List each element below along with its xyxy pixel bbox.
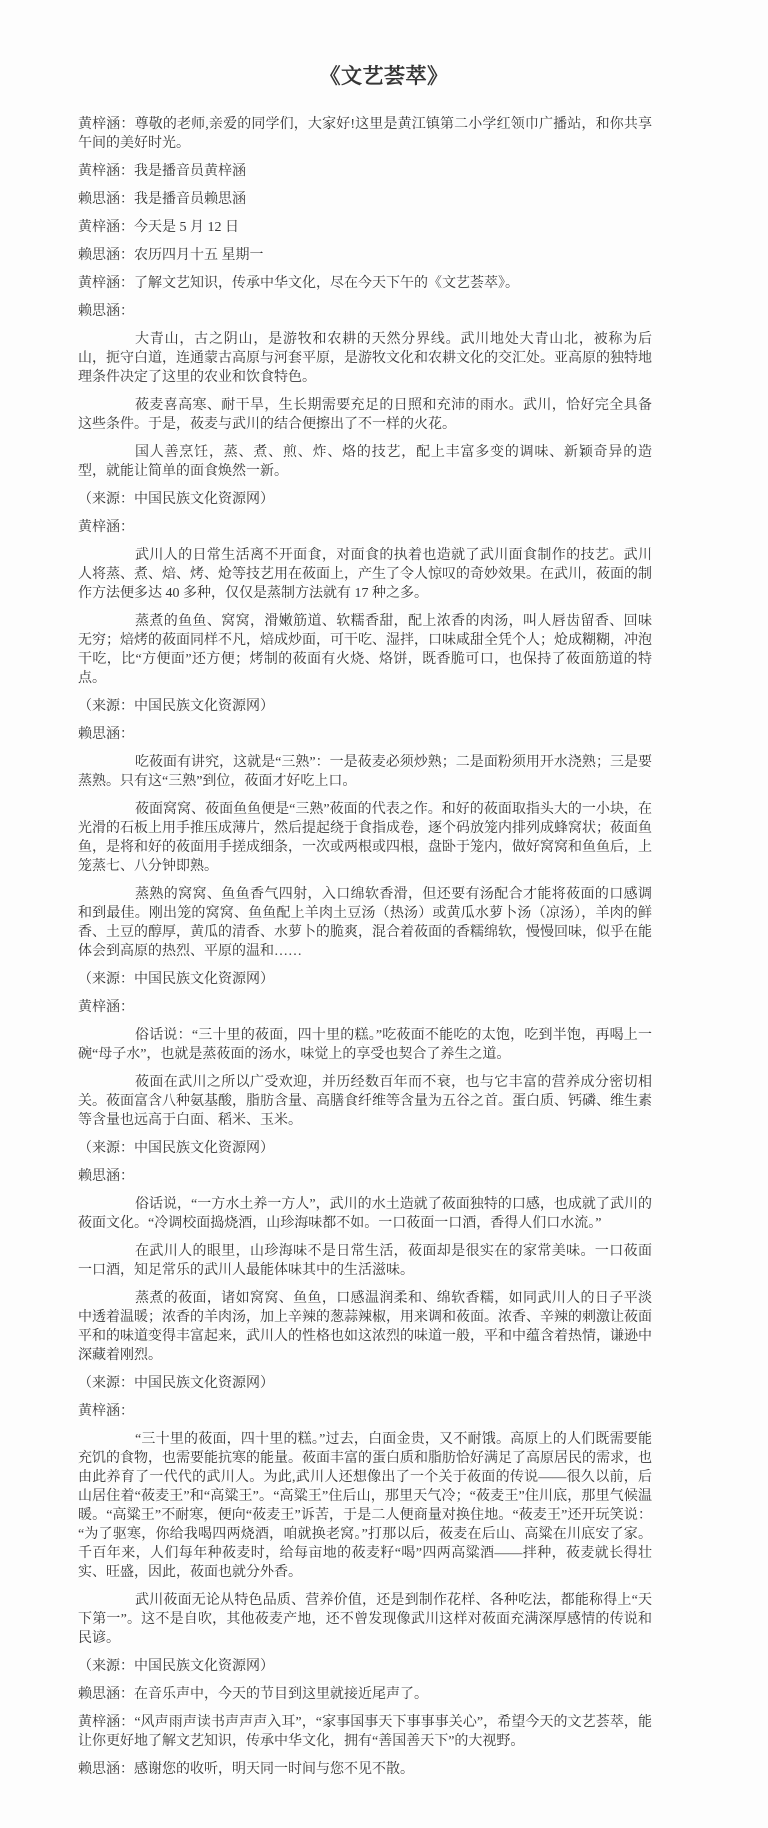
dialogue-line: [78, 162, 652, 181]
speaker-label: 黄梓涵：: [78, 520, 134, 535]
document-body: [78, 115, 652, 1779]
speaker-line: [78, 1402, 652, 1421]
speaker-label: 黄梓涵：: [78, 1000, 134, 1015]
speaker-label: 黄梓涵：: [78, 117, 135, 132]
speaker-label: 黄梓涵：: [78, 1715, 135, 1730]
source-line: （来源：中国民族文化资源网）: [78, 699, 274, 714]
speaker-line: [78, 302, 652, 321]
dialogue-line: [78, 190, 652, 209]
paragraph: 武川莜面无论从特色品质、营养价值，还是到制作花样、各种吃法，都能称得上“天下第一”。这不是自吹，其他莜麦产地，还不曾发现像武川这样对莜面充满深厚感情的传说和民谚。: [78, 1593, 652, 1646]
paragraph: 在武川人的眼里，山珍海味不是日常生活，莜面却是很实在的家常美味。一口莜面一口酒，知足常乐的武川人最能体味其中的生活滋味。: [78, 1244, 652, 1278]
dialogue-text: “风声雨声读书声声声入耳”，“家事国事天下事事事关心”，希望今天的文艺荟萃，能让你更好地了解文艺知识，传承中华文化，拥有“善国善天下”的大视野。: [78, 1715, 653, 1749]
paragraph: 莜面在武川之所以广受欢迎，并历经数百年而不衰，也与它丰富的营养成分密切相关。莜面富含八种氨基酸，脂肪含量、高膳食纤维等含量为五谷之首。蛋白质、钙磷、维生素等含量也远高于白面、稻米、玉米。: [78, 1075, 652, 1128]
paragraph: 莜面窝窝、莜面鱼鱼便是“三熟”莜面的代表之作。和好的莜面取指头大的一小块，在光滑的石板上用手推压成薄片，然后提起绕于食指成卷，逐个码放笼内排列成蜂窝状；莜面鱼鱼，是将和好的莜面用手搓成细条，一次或两根或四根，盘卧于笼内，做好窝窝和鱼鱼后，上笼蒸七、八分钟即熟。: [78, 802, 652, 874]
speaker-label: 赖思涵：: [78, 248, 134, 263]
speaker-label: 赖思涵：: [78, 304, 134, 319]
paragraph: 蒸熟的窝窝、鱼鱼香气四射，入口绵软香滑，但还要有汤配合才能将莜面的口感调和到最佳。刚出笼的窝窝、鱼鱼配上羊肉土豆汤（热汤）或黄瓜水萝卜汤（凉汤），羊肉的鲜香、土豆的醇厚，黄瓜的清香、水萝卜的脆爽，混合着莜面的香糯绵软，慢慢回味，似乎在能体会到高原的热烈、平原的温和……: [78, 887, 652, 959]
dialogue-line: [78, 218, 652, 237]
speaker-line: [78, 998, 652, 1017]
dialogue-line: [78, 1685, 652, 1704]
speaker-label: 赖思涵：: [78, 1169, 134, 1184]
dialogue-text: 了解文艺知识，传承中华文化，尽在今天下午的《文艺荟萃》。: [134, 276, 519, 291]
dialogue-line: [78, 1760, 652, 1779]
speaker-label: 黄梓涵：: [78, 1404, 134, 1419]
speaker-label: 黄梓涵：: [78, 220, 134, 235]
dialogue-text: 感谢您的收听，明天同一时间与您不见不散。: [134, 1762, 414, 1777]
dialogue-line: [78, 274, 652, 293]
speaker-label: 黄梓涵：: [78, 276, 134, 291]
speaker-line: [78, 725, 652, 744]
dialogue-text: 我是播音员黄梓涵: [134, 164, 246, 179]
paragraph: 莜麦喜高寒、耐干旱，生长期需要充足的日照和充沛的雨水。武川，恰好完全具备这些条件。于是，莜麦与武川的结合便擦出了不一样的火花。: [78, 398, 652, 432]
paragraph: 蒸煮的莜面，诸如窝窝、鱼鱼，口感温润柔和、绵软香糯，如同武川人的日子平淡中透着温暖；浓香的羊肉汤，加上辛辣的葱蒜辣椒，用来调和莜面。浓香、辛辣的刺激让莜面平和的味道变得丰富起来，武川人的性格也如这浓烈的味道一般，平和中蕴含着热情，谦逊中深藏着刚烈。: [78, 1291, 652, 1363]
paragraph: 武川人的日常生活离不开面食，对面食的执着也造就了武川面食制作的技艺。武川人将蒸、煮、焙、烤、炝等技艺用在莜面上，产生了令人惊叹的奇妙效果。在武川，莜面的制作方法便多达 40 多种，仅仅是蒸制方法就有 17 种之多。: [78, 548, 652, 601]
paragraph: 俗话说：“三十里的莜面，四十里的糕。”吃莜面不能吃的太饱，吃到半饱，再喝上一碗“母子水”，也就是蒸莜面的汤水，味觉上的享受也契合了养生之道。: [78, 1028, 652, 1062]
paragraph: 大青山，古之阴山，是游牧和农耕的天然分界线。武川地处大青山北，被称为后山，扼守白道，连通蒙古高原与河套平原，是游牧文化和农耕文化的交汇处。亚高原的独特地理条件决定了这里的农业和饮食特色。: [78, 332, 652, 385]
dialogue-line: [78, 115, 652, 153]
source-line: （来源：中国民族文化资源网）: [78, 972, 274, 987]
speaker-line: [78, 518, 652, 537]
paragraph: “三十里的莜面，四十里的糕。”过去，白面金贵，又不耐饿。高原上的人们既需要能充饥的食物，也需要能抗寒的能量。莜面丰富的蛋白质和脂肪恰好满足了高原居民的需求，也由此养育了一代代的武川人。为此,武川人还想像出了一个关于莜面的传说——很久以前，后山居住着“莜麦王”和“高粱王”。“高粱王”住后山，那里天气冷；“莜麦王”住川底，那里气候温暖。“高粱王”不耐寒，便向“莜麦王”诉苦，于是二人便商量对换住地。“莜麦王”还开玩笑说：“为了驱寒，你给我喝四两烧酒，咱就换老窝。”打那以后，莜麦在后山、高粱在川底安了家。千百年来，人们每年种莜麦时，给每亩地的莜麦籽“喝”四两高粱酒——拌种，莜麦就长得壮实、旺盛，因此，莜面也就分外香。: [78, 1432, 652, 1580]
source-line: （来源：中国民族文化资源网）: [78, 1376, 274, 1391]
dialogue-text: 今天是 5 月 12 日: [134, 220, 239, 235]
dialogue-text: 在音乐声中，今天的节目到这里就接近尾声了。: [134, 1687, 428, 1702]
speaker-label: 赖思涵：: [78, 192, 134, 207]
source-line: （来源：中国民族文化资源网）: [78, 1141, 274, 1156]
speaker-label: 赖思涵：: [78, 1762, 134, 1777]
dialogue-line: [78, 246, 652, 265]
paragraph: 国人善烹饪，蒸、煮、煎、炸、烙的技艺，配上丰富多变的调味、新颖奇异的造型，就能让简单的面食焕然一新。: [78, 445, 652, 479]
dialogue-text: 农历四月十五 星期一: [134, 248, 264, 263]
dialogue-text: 尊敬的老师,亲爱的同学们，大家好!这里是黄江镇第二小学红领巾广播站，和你共享午间的美好时光。: [78, 117, 652, 151]
speaker-line: [78, 1167, 652, 1186]
source-line: （来源：中国民族文化资源网）: [78, 492, 274, 507]
source-line: （来源：中国民族文化资源网）: [78, 1659, 274, 1674]
paragraph: 俗话说，“一方水土养一方人”，武川的水土造就了莜面独特的口感，也成就了武川的莜面文化。“冷调校面捣烧酒，山珍海味都不如。一口莜面一口酒，香得人们口水流。”: [78, 1197, 652, 1231]
dialogue-text: 我是播音员赖思涵: [134, 192, 246, 207]
paragraph: 吃莜面有讲究，这就是“三熟”：一是莜麦必须炒熟；二是面粉须用开水浇熟；三是要蒸熟。只有这“三熟”到位，莜面才好吃上口。: [78, 755, 652, 789]
speaker-label: 赖思涵：: [78, 1687, 134, 1702]
page-title: 《文艺荟萃》: [319, 64, 449, 88]
speaker-label: 赖思涵：: [78, 727, 134, 742]
speaker-label: 黄梓涵：: [78, 164, 134, 179]
dialogue-line: [78, 1713, 652, 1751]
paragraph: 蒸煮的鱼鱼、窝窝，滑嫩筋道、软糯香甜，配上浓香的肉汤，叫人唇齿留香、回味无穷；焙烤的莜面同样不凡，焙成炒面，可干吃、湿拌，口味咸甜全凭个人；炝成糊糊，冲泡干吃，比“方便面”还方便；烤制的莜面有火烧、烙饼，既香脆可口，也保持了莜面筋道的特点。: [78, 614, 652, 686]
